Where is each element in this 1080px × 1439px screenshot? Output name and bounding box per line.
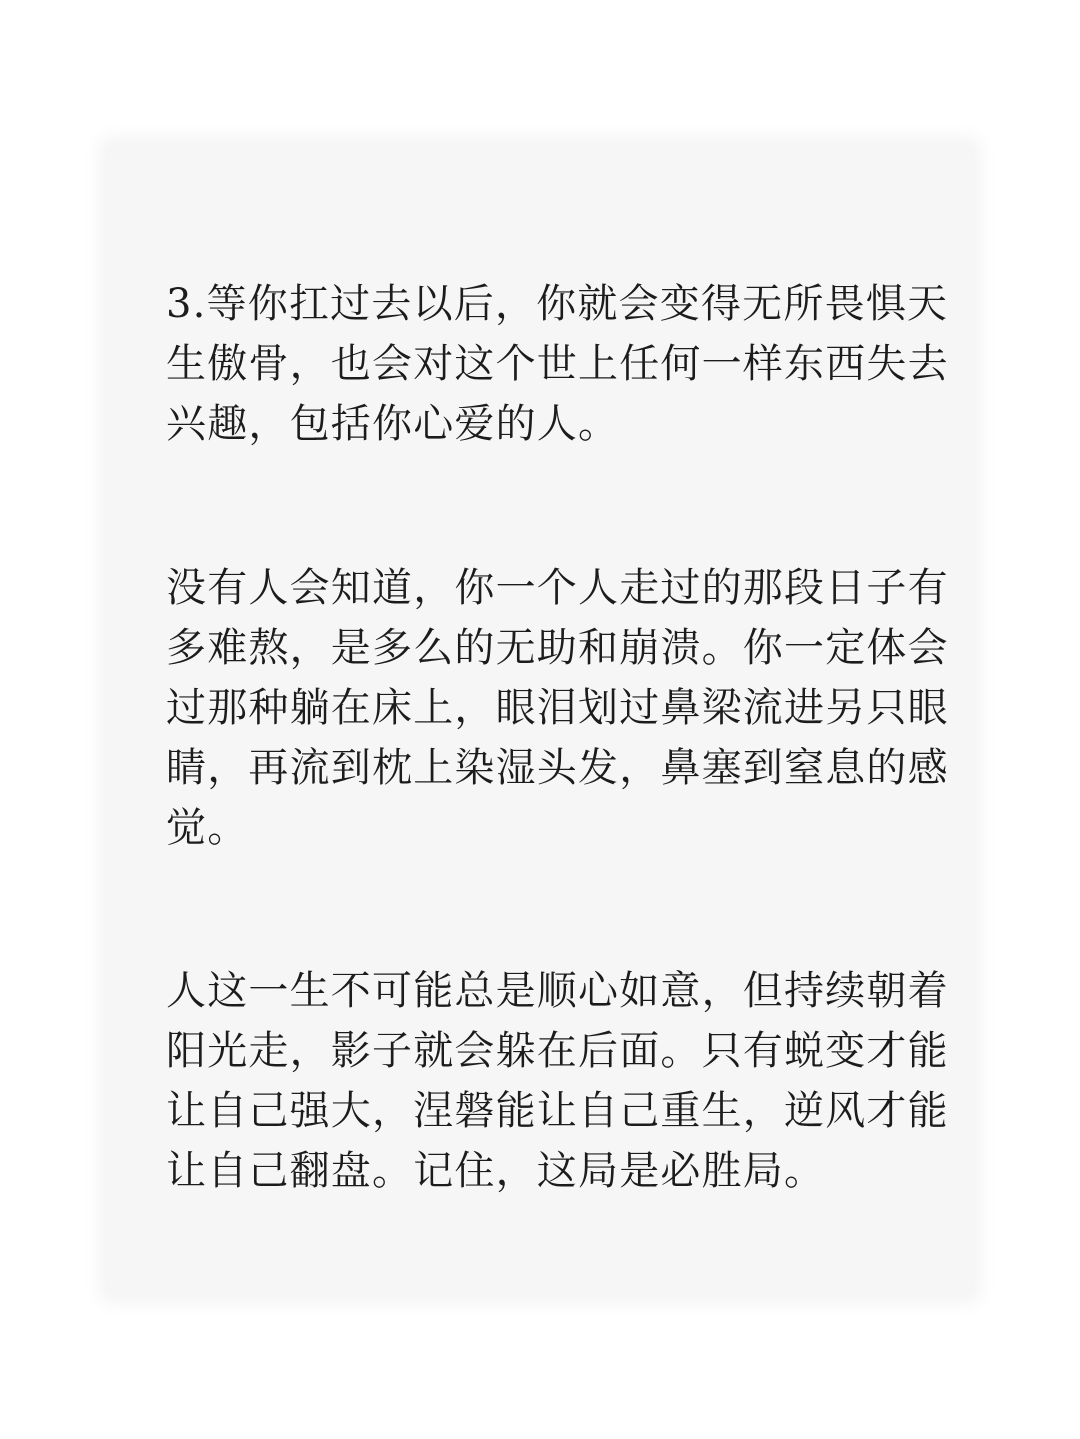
paragraph-line: 让自己翻盘。记住，这局是必胜局。 bbox=[166, 1148, 826, 1194]
paragraph-line: 觉。 bbox=[166, 805, 249, 851]
paragraph-3 bbox=[166, 961, 949, 1201]
paragraph-line: 生傲骨，也会对这个世上任何一样东西失去 bbox=[166, 341, 949, 387]
paragraph-line: 睛，再流到枕上染湿头发，鼻塞到窒息的感 bbox=[166, 745, 949, 791]
paragraph-line: 兴趣，包括你心爱的人。 bbox=[166, 401, 620, 447]
paragraph-line: 阳光走，影子就会躲在后面。只有蜕变才能 bbox=[166, 1028, 949, 1074]
paragraph-line: 让自己强大，涅磐能让自己重生，逆风才能 bbox=[166, 1088, 949, 1134]
paragraph-line: 3.等你扛过去以后，你就会变得无所畏惧天 bbox=[166, 281, 949, 327]
paragraph-2 bbox=[166, 558, 949, 858]
paragraph-line: 过那种躺在床上，眼泪划过鼻梁流进另只眼 bbox=[166, 685, 949, 731]
paragraph-line: 没有人会知道，你一个人走过的那段日子有 bbox=[166, 565, 949, 611]
paragraph-1 bbox=[166, 274, 949, 454]
paragraph-line: 人这一生不可能总是顺心如意，但持续朝着 bbox=[166, 968, 949, 1014]
paragraph-line: 多难熬，是多么的无助和崩溃。你一定体会 bbox=[166, 625, 949, 671]
